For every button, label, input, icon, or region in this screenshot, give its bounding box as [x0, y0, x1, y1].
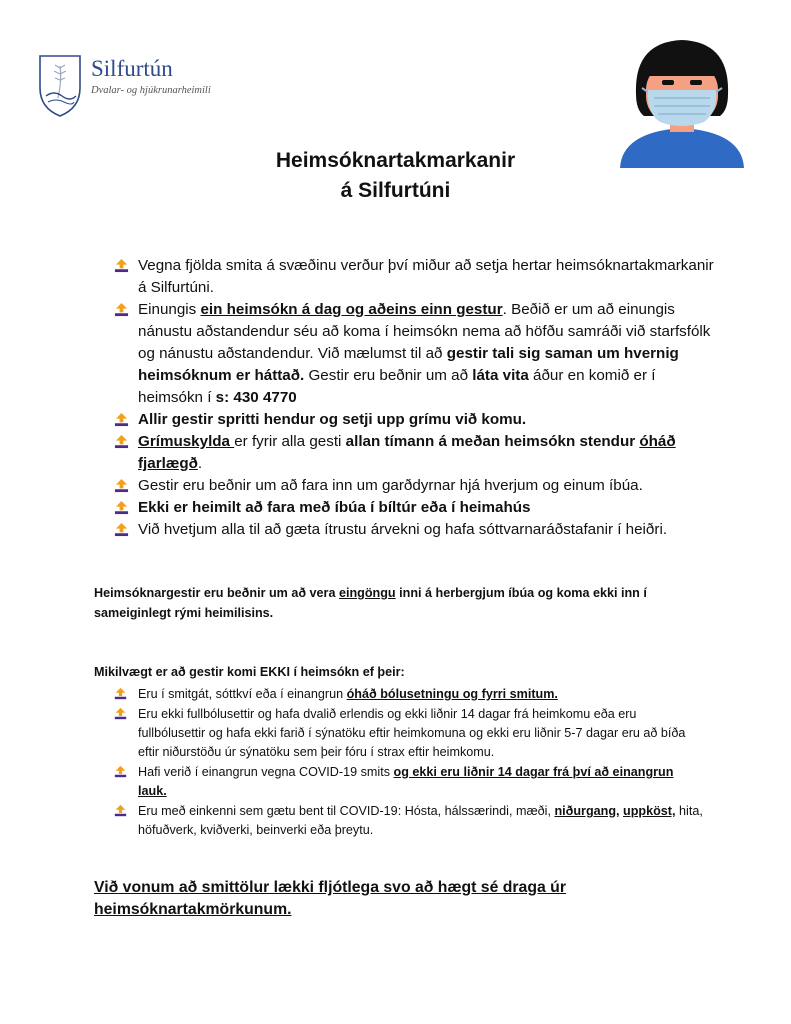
item-text: Hafi verið í einangrun vegna COVID-19 smits: [138, 765, 394, 779]
item-text: .: [197, 455, 203, 472]
list-item: [114, 431, 714, 475]
item-emphasis: allan tímann á meðan heimsókn stendur: [345, 433, 636, 450]
para-text: Heimsóknargestir eru beðnir um að vera: [94, 586, 339, 600]
list-item: [114, 409, 714, 431]
item-text: Gestir eru beðnir um að: [304, 367, 473, 384]
closing-text: vonum að smittölur lækki fljótlega svo að hægt sé draga úr heimsóknartakmörkunum.: [94, 879, 566, 918]
item-text: Eru í smitgát, sóttkví eða í einangrun: [138, 687, 347, 701]
item-text: . Beðið er um að einungis nánustu aðstandendur séu að koma í heimsókn nema að höfðu samráði við starfsfólk og nánustu aðstandendur. Við mælumst til að: [138, 301, 711, 362]
page-title-line1: Heimsóknartakmarkanir: [275, 149, 516, 172]
item-emphasis: uppköst,: [623, 804, 676, 818]
item-text: áður en komið er í heimsókn í: [138, 367, 656, 406]
arrow-bullet-icon: [114, 707, 127, 720]
phone-number: s: 430 4770: [215, 389, 297, 406]
crest-icon: [36, 52, 84, 118]
item-emphasis: óháð bólusetningu og fyrri smitum.: [346, 687, 558, 701]
arrow-bullet-icon: [114, 412, 129, 427]
item-emphasis: Ekki er heimilt að fara með íbúa í bíltúr eða í heimahús: [138, 499, 531, 516]
list-item: [114, 497, 714, 519]
closing-statement: [94, 877, 654, 921]
item-text: hita, höfuðverk, kviðverki, beinverki eða þreytu.: [138, 804, 703, 837]
item-emphasis: og ekki eru liðnir 14 dagar frá því að einangrun lauk.: [138, 765, 674, 798]
item-text: Gestir eru beðnir um að fara inn um garðdyrnar hjá hverjum og einum íbúa.: [138, 477, 643, 494]
item-emphasis: ein heimsókn á dag og aðeins einn gestur: [200, 301, 503, 318]
arrow-bullet-icon: [114, 258, 129, 273]
silfurtun-logo: [36, 52, 246, 122]
list-item: [114, 802, 704, 840]
arrow-bullet-icon: [114, 687, 127, 700]
closing-text: Við: [94, 879, 119, 896]
para-emphasis: eingöngu: [338, 586, 396, 600]
arrow-bullet-icon: [114, 302, 129, 317]
item-text: Eru með einkenni sem gætu bent til COVID-19: Hósta, hálssærindi, mæði,: [138, 804, 555, 818]
item-emphasis: Grímuskylda: [138, 433, 235, 450]
item-emphasis: gestir tali sig saman um hvernig heimsóknum er háttað.: [138, 345, 679, 384]
arrow-bullet-icon: [114, 522, 129, 537]
item-text: Eru ekki fullbólusettir og hafa dvalið erlendis og ekki liðnir 14 dagar frá heimkomu eða eru fullbólusettir og hafa ekki farið í sýnatöku eftir heimkomuna og ekki eru liðnir 5-7 dagar eru að bíða eftir niðurstöðu úr sýnatöku sem þeir fóru í strax eftir heimkomu.: [138, 707, 686, 759]
list-item: [114, 255, 714, 299]
item-text: Við hvetjum alla til að gæta ítrustu árvekni og hafa sóttvarnaráðstafanir í heiðri.: [138, 521, 668, 538]
main-rules-list: [114, 255, 714, 541]
page-title-line2: á Silfurtúni: [340, 179, 451, 202]
arrow-bullet-icon: [114, 434, 129, 449]
list-item: [114, 475, 714, 497]
item-emphasis: láta vita: [472, 367, 529, 384]
do-not-visit-list: [114, 685, 704, 841]
item-text: er fyrir alla gesti: [234, 433, 346, 450]
list-item: [114, 763, 704, 801]
list-item: [114, 519, 714, 541]
arrow-bullet-icon: [114, 765, 127, 778]
list-item: [114, 299, 714, 409]
item-text: Vegna fjölda smita á svæðinu verður því miður að setja hertar heimsóknartakmarkanir á Silfurtúni.: [138, 257, 714, 296]
list-item: [114, 685, 704, 704]
item-text: Einungis: [138, 301, 201, 318]
item-emphasis: Allir gestir spritti hendur og setji upp grímu við komu.: [138, 411, 527, 428]
logo-subtitle: Dvalar- og hjúkrunarheimili: [91, 85, 211, 96]
item-emphasis: óháð fjarlægð: [138, 433, 676, 472]
important-heading: Mikilvægt er að gestir komi EKKI í heimsókn ef þeir:: [94, 665, 405, 679]
para-text: inni á herbergjum íbúa og koma ekki inn í sameiginlegt rými heimilisins.: [94, 586, 647, 620]
logo-name: Silfurtún: [91, 56, 173, 81]
arrow-bullet-icon: [114, 478, 129, 493]
item-emphasis: niðurgang,: [554, 804, 620, 818]
arrow-bullet-icon: [114, 500, 129, 515]
visitors-rooms-paragraph: [94, 583, 714, 623]
list-item: [114, 705, 704, 762]
arrow-bullet-icon: [114, 804, 127, 817]
